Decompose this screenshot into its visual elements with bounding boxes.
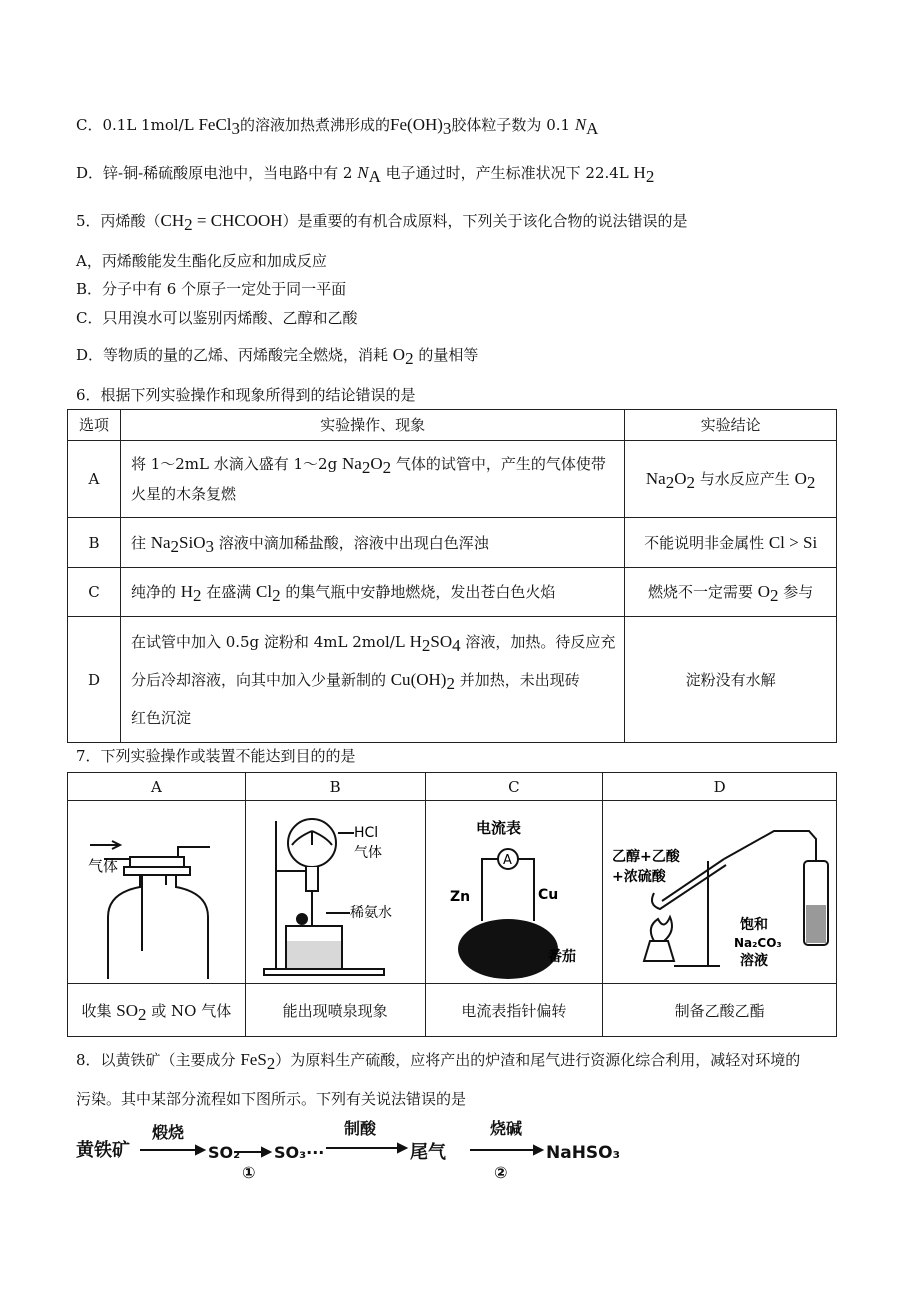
svg-text:乙醇+乙酸: 乙醇+乙酸 [611,849,680,865]
caption-b: 能出现喷泉现象 [245,984,425,1037]
header-operation: 实验操作、现象 [120,410,624,441]
header-option: 选项 [68,410,121,441]
q5-stem: 5．丙烯酸（$CH_2$ = CHCOOH）是重要的有机合成原料，下列关于该化合物的说法错误的是 [76,211,688,234]
q4-option-d: D．锌-铜-稀硫酸原电池中，当电路中有 2 $N_A$ 电子通过时，产生标准状况下 22.4L $H_2$ [76,163,655,186]
svg-text:稀氨水: 稀氨水 [350,905,393,921]
svg-text:番茄: 番茄 [547,949,576,965]
svg-text:煅烧: 煅烧 [152,1123,185,1142]
operation-cell: 将 1～2mL 水滴入盛有 1～2g $Na_2O_2$ 气体的试管中，产生的气体使带 火星的木条复燃 [120,441,624,518]
q5-option-c: C．只用溴水可以鉴别丙烯酸、乙醇和乙酸 [76,309,358,327]
svg-text:A: A [502,853,512,868]
figure-b [245,801,425,984]
svg-text:Cu: Cu [537,887,559,903]
svg-text:制酸: 制酸 [344,1119,377,1138]
q8-stem-line1: 8．以黄铁矿（主要成分 FeS$_2$）为原料生产硫酸，应将产出的炉渣和尾气进行资源化综合利用，减轻对环境的 [76,1050,801,1073]
header-conclusion: 实验结论 [625,410,837,441]
table-row: D 在试管中加入 0.5g 淀粉和 4mL 2mol/L $H_2SO_4$ 溶液，加热。待反应充 分后冷却溶液，向其中加入少量新制的 $Cu(OH)_2$ 并加热，未出现砖 红色沉淀 淀粉没有水解 [68,617,837,743]
svg-text:黄铁矿: 黄铁矿 [76,1140,130,1161]
svg-text:SO₂: SO₂ [208,1143,241,1162]
q6-table [67,409,837,743]
q5-option-d: D．等物质的量的乙烯、丙烯酸完全燃烧，消耗 $O_2$ 的量相等 [76,345,479,368]
svg-text:+浓硫酸: +浓硫酸 [611,869,666,885]
svg-text:SO₃···: SO₃··· [274,1143,325,1162]
process-flow-diagram-tail [470,1118,710,1184]
figure-row [68,801,837,984]
ester-prep-figure [604,801,836,979]
conclusion-cell: 燃烧不一定需要 $O_2$ 参与 [625,568,837,617]
svg-text:NaHSO₃: NaHSO₃ [546,1143,621,1163]
q8-stem-line2: 污染。其中某部分流程如下图所示。下列有关说法错误的是 [76,1090,467,1108]
q6-stem: 6．根据下列实验操作和现象所得到的结论错误的是 [76,386,416,404]
table-header-row: A B C D [68,773,837,801]
operation-cell: 往 $Na_2SiO_3$ 溶液中滴加稀盐酸，溶液中出现白色浑浊 [120,518,624,568]
tomato-cell-figure [426,801,602,979]
table-row: B 往 $Na_2SiO_3$ 溶液中滴加稀盐酸，溶液中出现白色浑浊 不能说明非金属性 Cl > Si [68,518,837,568]
caption-d: 制备乙酸乙酯 [603,984,837,1037]
figure-c [425,801,603,984]
svg-text:HCl: HCl [354,825,379,841]
svg-text:②: ② [494,1163,508,1182]
conclusion-cell: 不能说明非金属性 Cl > Si [625,518,837,568]
svg-text:饱和: 饱和 [739,917,768,933]
svg-text:尾气: 尾气 [410,1142,446,1163]
caption-row [68,984,837,1037]
q7-stem: 7．下列实验操作或装置不能达到目的的是 [76,747,356,765]
q7-table [67,772,837,1037]
solution-level [806,905,826,943]
svg-text:电流表: 电流表 [475,819,521,837]
gas-bottle-figure [68,801,244,979]
caption-a: 收集 $SO_2$ 或 NO 气体 [68,984,246,1037]
table-row: C 纯净的 $H_2$ 在盛满 $Cl_2$ 的集气瓶中安静地燃烧，发出苍白色火焰 燃烧不一定需要 $O_2$ 参与 [68,568,837,617]
tomato-shape [458,919,558,979]
operation-cell: 纯净的 $H_2$ 在盛满 $Cl_2$ 的集气瓶中安静地燃烧，发出苍白色火焰 [120,568,624,617]
figure-a [68,801,246,984]
svg-text:Na₂CO₃: Na₂CO₃ [733,936,782,950]
operation-cell: 在试管中加入 0.5g 淀粉和 4mL 2mol/L $H_2SO_4$ 溶液，加热。待反应充 分后冷却溶液，向其中加入少量新制的 $Cu(OH)_2$ 并加热，未出现砖 红色沉淀 [120,617,624,743]
svg-text:烧碱: 烧碱 [490,1119,523,1138]
conclusion-cell: 淀粉没有水解 [625,617,837,743]
q5-option-b: B．分子中有 6 个原子一定处于同一平面 [76,280,347,298]
fountain-figure [246,801,424,979]
process-flow-diagram [76,1118,476,1184]
svg-text:气体: 气体 [354,845,383,861]
caption-c: 电流表指针偏转 [425,984,603,1037]
svg-text:溶液: 溶液 [739,953,768,969]
q5-option-a: A，丙烯酸能发生酯化反应和加成反应 [76,252,327,270]
svg-text:Zn: Zn [449,889,470,905]
gas-label: 气体 [88,857,119,875]
table-header-row [68,410,837,441]
q4-option-c: C．0.1L 1mol/L FeCl$_3$的溶液加热煮沸形成的$Fe(OH)_3$胶体粒子数为 0.1 $N_A$ [76,115,599,138]
svg-text:①: ① [242,1163,256,1182]
conclusion-cell: $Na_2O_2$ 与水反应产生 $O_2$ [625,441,837,518]
table-row: A 将 1～2mL 水滴入盛有 1～2g $Na_2O_2$ 气体的试管中，产生的气体使带 火星的木条复燃 $Na_2O_2$ 与水反应产生 $O_2$ [68,441,837,518]
figure-d [603,801,837,984]
